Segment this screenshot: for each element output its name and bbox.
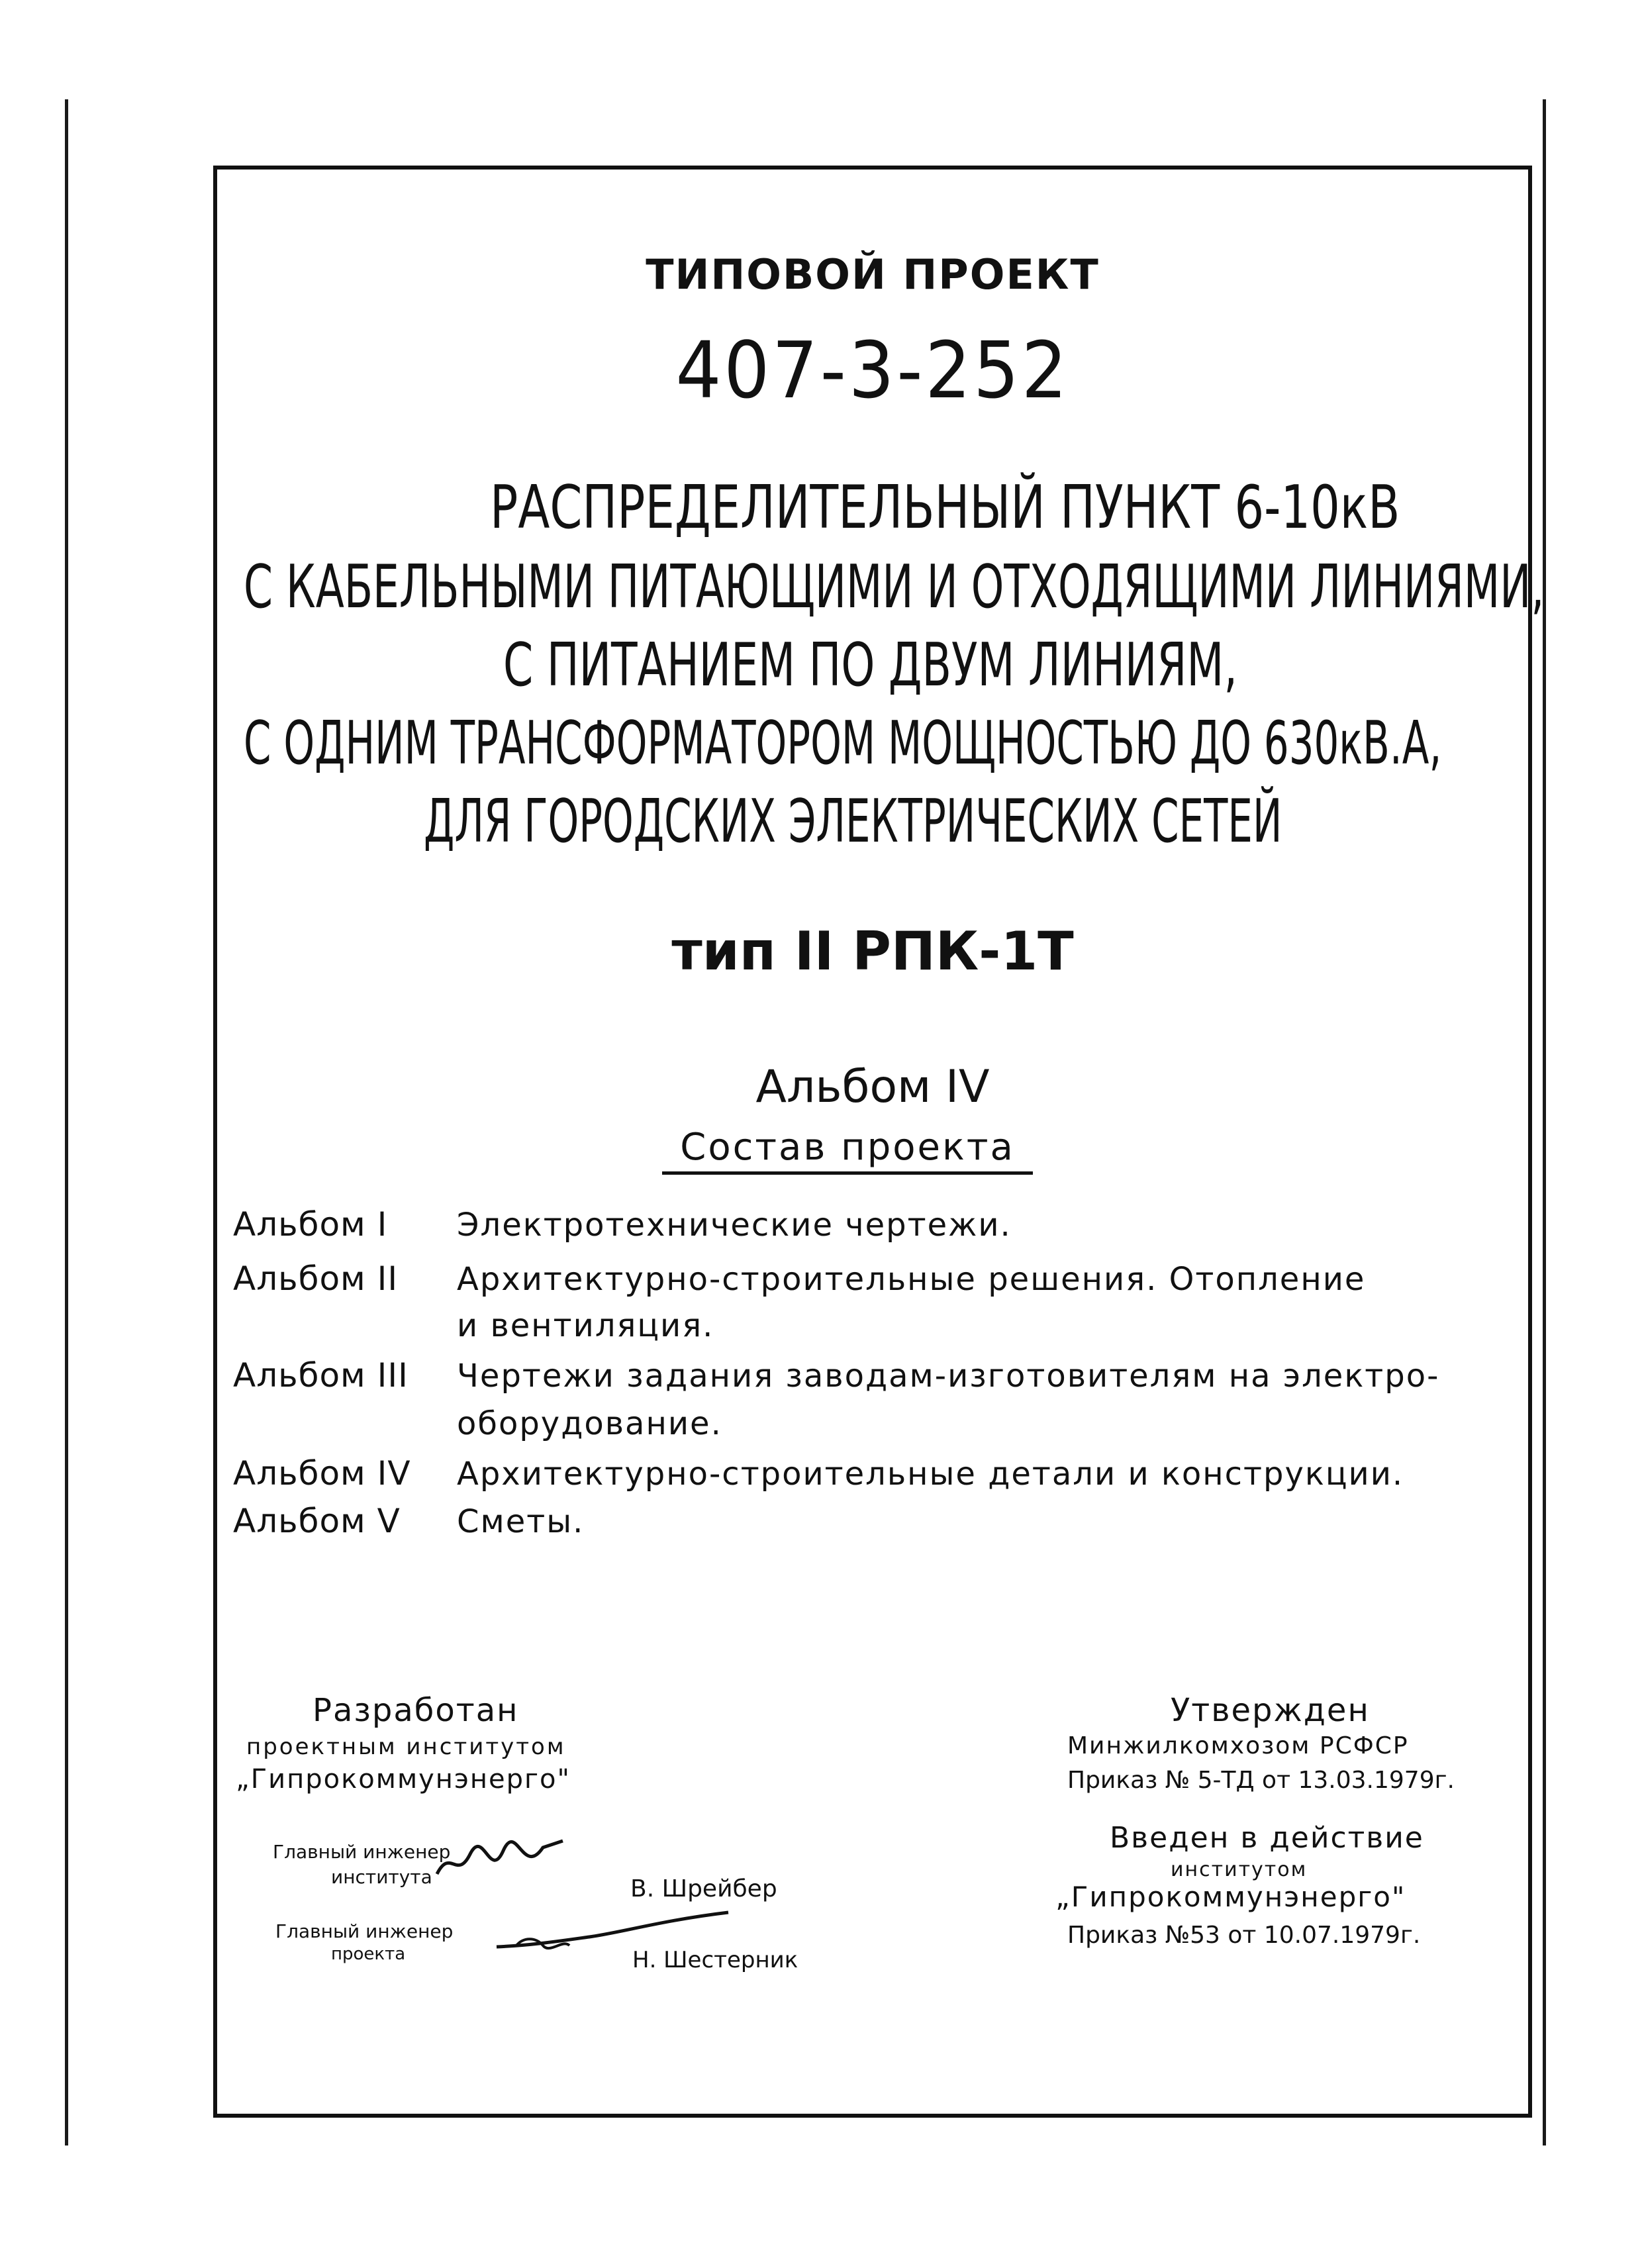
- introduced-org: „Гипрокоммунэнерго": [1055, 1881, 1406, 1913]
- title-line-5: ДЛЯ ГОРОДСКИХ ЭЛЕКТРИЧЕСКИХ СЕТЕЙ: [424, 787, 1282, 856]
- title-line-2: С КАБЕЛЬНЫМИ ПИТАЮЩИМИ И ОТХОДЯЩИМИ ЛИНИЯМИ,: [244, 552, 1545, 622]
- chief-engineer-name: В. Шрейбер: [630, 1875, 777, 1902]
- contents-label-6: Альбом IV: [233, 1454, 411, 1493]
- project-engineer-label-2: проекта: [331, 1944, 406, 1964]
- signature-1: [430, 1834, 629, 1894]
- document-kind: ТИПОВОЙ ПРОЕКТ: [646, 250, 1100, 299]
- chief-engineer-label-1: Главный инженер: [273, 1841, 451, 1863]
- contents-label-1: Альбом I: [233, 1205, 388, 1244]
- approved-title: Утвержден: [1171, 1692, 1370, 1729]
- project-engineer-name: Н. Шестерник: [632, 1947, 798, 1973]
- introduced-line1: институтом: [1171, 1858, 1308, 1881]
- project-number: 407-3-252: [675, 324, 1070, 416]
- left-border-line: [65, 99, 68, 2145]
- contents-label-7: Альбом V: [233, 1502, 401, 1540]
- contents-text-7: Сметы.: [457, 1503, 585, 1540]
- contents-text-4: Чертежи задания заводам-изготовителям на электро-: [457, 1357, 1440, 1395]
- type-line: тип II РПК-1Т: [671, 920, 1074, 982]
- introduced-order: Приказ №53 от 10.07.1979г.: [1067, 1922, 1421, 1949]
- developed-title: Разработан: [313, 1692, 519, 1729]
- title-line-4: С ОДНИМ ТРАНСФОРМАТОРОМ МОЩНОСТЬЮ ДО 630кВ.А,: [244, 709, 1442, 778]
- album-heading: Альбом IV: [755, 1061, 990, 1113]
- title-line-1: РАСПРЕДЕЛИТЕЛЬНЫЙ ПУНКТ 6-10кВ: [490, 473, 1400, 542]
- approved-order: Приказ № 5-ТД от 13.03.1979г.: [1067, 1767, 1455, 1794]
- developed-org: „Гипрокоммунэнерго": [236, 1764, 571, 1795]
- project-engineer-label-1: Главный инженер: [275, 1920, 454, 1942]
- contents-text-2: Архитектурно-строительные решения. Отопление: [457, 1261, 1366, 1298]
- chief-engineer-label-2: института: [331, 1866, 432, 1888]
- introduced-title: Введен в действие: [1110, 1821, 1424, 1855]
- contents-text-6: Архитектурно-строительные детали и конструкции.: [457, 1455, 1404, 1493]
- approved-line1: Минжилкомхозом РСФСР: [1067, 1732, 1409, 1759]
- contents-text-1: Электротехнические чертежи.: [457, 1207, 1012, 1244]
- developed-line1: проектным институтом: [246, 1734, 566, 1760]
- contents-title: Состав проекта: [662, 1126, 1033, 1175]
- contents-label-4: Альбом III: [233, 1356, 409, 1395]
- title-line-3: С ПИТАНИЕМ ПО ДВУМ ЛИНИЯМ,: [503, 630, 1237, 700]
- contents-text-3: и вентиляция.: [457, 1307, 714, 1344]
- signature-2: [490, 1907, 742, 1960]
- right-border-line: [1543, 99, 1546, 2145]
- contents-label-2: Альбом II: [233, 1259, 399, 1298]
- contents-text-5: оборудование.: [457, 1405, 722, 1442]
